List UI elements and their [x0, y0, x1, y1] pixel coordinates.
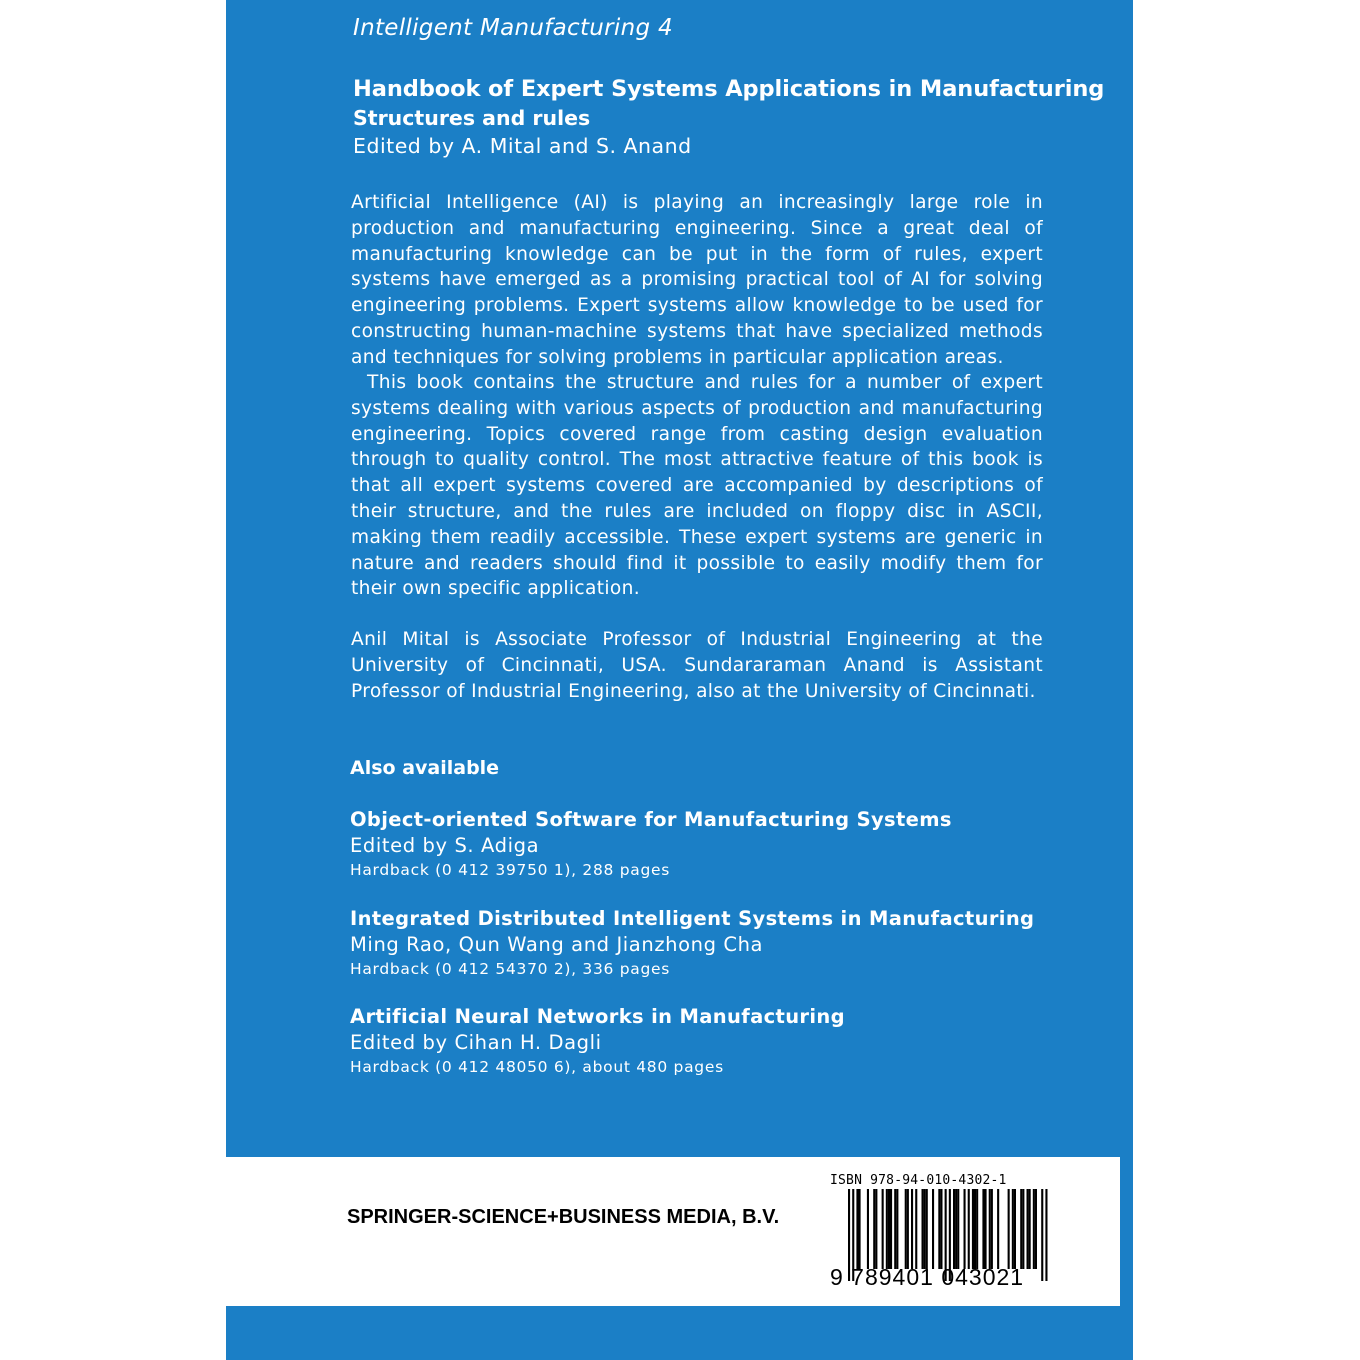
- related-book-editors: Edited by Cihan H. Dagli: [350, 1031, 602, 1054]
- isbn-label: ISBN 978-94-010-4302-1: [830, 1173, 1007, 1188]
- back-cover: [226, 0, 1133, 1360]
- description-paragraph: This book contains the structure and rules for a number of expert systems dealing with various aspects of production and manufacturing engineering. Topics covered range from casting design evaluation through to quality control. The most attractive feature of this book is that all expert systems covered are accompanied by descriptions of their structure, and the rules are included on floppy disc in ASCII, making them readily accessible. These expert systems are generic in nature and readers should find it possible to easily modify them for their own specific application.: [351, 372, 1043, 600]
- related-book-editors: Edited by S. Adiga: [350, 834, 540, 857]
- also-available-heading: Also available: [350, 757, 500, 779]
- publisher-panel: [226, 1157, 1120, 1306]
- related-book-details: Hardback (0 412 39750 1), 288 pages: [350, 861, 670, 879]
- also-available-book: [350, 906, 1034, 980]
- related-book-title: Artificial Neural Networks in Manufacturing: [350, 1005, 845, 1028]
- description-paragraph: Artificial Intelligence (AI) is playing an increasingly large role in production and manufacturing engineering. Since a great deal of manufacturing knowledge can be put in the form of rules, expert systems have emerged as a promising practical tool of AI for solving engineering problems. Expert systems allow knowledge to be used for constructing human-machine systems that have specialized methods and techniques for solving problems in particular application areas.: [351, 192, 1043, 368]
- barcode-digits: 9 789401 043021: [830, 1264, 1025, 1290]
- publisher-name: SPRINGER-SCIENCE+BUSINESS MEDIA, B.V.: [347, 1206, 780, 1228]
- book-title: Handbook of Expert Systems Applications in Manufacturing: [353, 76, 1105, 102]
- related-book-details: Hardback (0 412 54370 2), 336 pages: [350, 960, 670, 978]
- author-bio-paragraph: Anil Mital is Associate Professor of Industrial Engineering at the University of Cincinnati, USA. Sundararaman Anand is Assistant Professor of Industrial Engineering, also at the University of Cincinnati.: [351, 629, 1043, 702]
- also-available-book: [350, 807, 952, 881]
- book-subtitle: Structures and rules: [353, 106, 591, 130]
- related-book-editors: Ming Rao, Qun Wang and Jianzhong Cha: [350, 933, 764, 956]
- related-book-title: Object-oriented Software for Manufacturing Systems: [350, 808, 952, 831]
- related-book-details: Hardback (0 412 48050 6), about 480 pages: [350, 1058, 724, 1076]
- book-editors: Edited by A. Mital and S. Anand: [353, 134, 692, 158]
- series-title: Intelligent Manufacturing 4: [353, 15, 673, 41]
- related-book-title: Integrated Distributed Intelligent Systems in Manufacturing: [350, 907, 1035, 930]
- also-available-book: [350, 1004, 845, 1078]
